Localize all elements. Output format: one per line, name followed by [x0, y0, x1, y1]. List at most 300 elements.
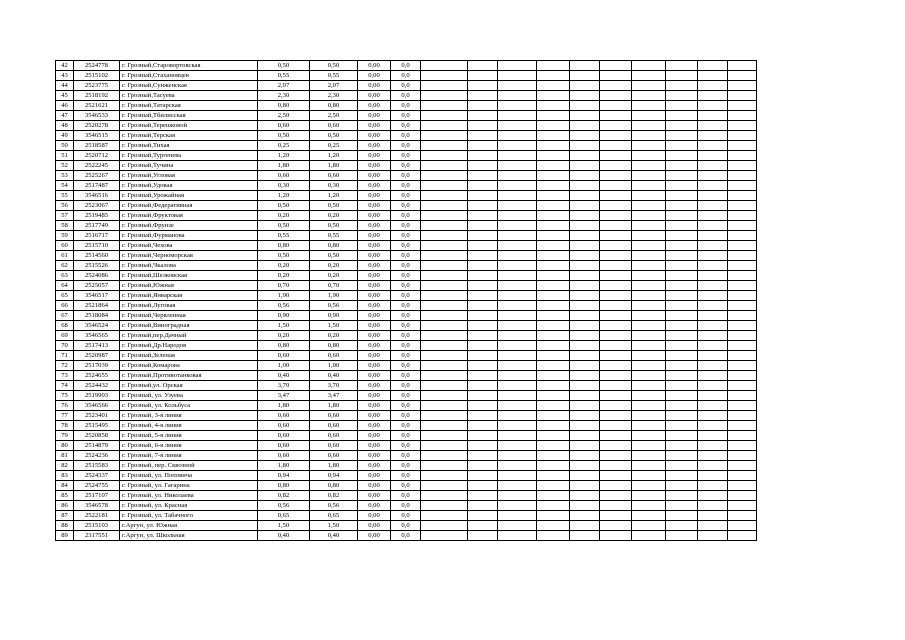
empty-cell	[728, 291, 757, 301]
empty-cell	[600, 371, 632, 381]
table-row	[56, 251, 757, 261]
row-value-2: 0,25	[310, 141, 358, 151]
row-value-4: 0,0	[391, 251, 421, 261]
empty-cell	[666, 291, 698, 301]
row-value-2: 0,40	[310, 531, 358, 541]
empty-cell	[468, 451, 498, 461]
table-row	[56, 151, 757, 161]
empty-cell	[468, 91, 498, 101]
table-row	[56, 291, 757, 301]
empty-cell	[537, 431, 570, 441]
empty-cell	[498, 351, 537, 361]
empty-cell	[421, 381, 468, 391]
empty-cell	[632, 481, 666, 491]
empty-cell	[570, 151, 600, 161]
empty-cell	[728, 321, 757, 331]
empty-cell	[698, 341, 728, 351]
row-value-3: 0,00	[358, 371, 391, 381]
row-code: 2524236	[74, 451, 120, 461]
empty-cell	[537, 311, 570, 321]
row-code: 2523067	[74, 201, 120, 211]
empty-cell	[498, 261, 537, 271]
empty-cell	[570, 351, 600, 361]
row-value-2: 0,80	[310, 481, 358, 491]
empty-cell	[632, 81, 666, 91]
table-row	[56, 531, 757, 541]
row-street: г. Грозный,Тихая	[120, 141, 258, 151]
row-number: 84	[56, 481, 74, 491]
empty-cell	[468, 131, 498, 141]
row-number: 54	[56, 181, 74, 191]
empty-cell	[632, 301, 666, 311]
empty-cell	[570, 291, 600, 301]
row-number: 82	[56, 461, 74, 471]
table-row	[56, 241, 757, 251]
empty-cell	[728, 471, 757, 481]
empty-cell	[632, 241, 666, 251]
empty-cell	[600, 71, 632, 81]
row-code: 2523775	[74, 81, 120, 91]
empty-cell	[666, 361, 698, 371]
empty-cell	[421, 521, 468, 531]
row-value-4: 0,0	[391, 281, 421, 291]
row-code: 2520858	[74, 431, 120, 441]
empty-cell	[728, 411, 757, 421]
row-value-4: 0,0	[391, 521, 421, 531]
row-value-3: 0,00	[358, 461, 391, 471]
empty-cell	[698, 441, 728, 451]
row-value-2: 1,20	[310, 151, 358, 161]
empty-cell	[570, 531, 600, 541]
row-value-3: 0,00	[358, 201, 391, 211]
row-number: 57	[56, 211, 74, 221]
row-value-4: 0,0	[391, 241, 421, 251]
empty-cell	[728, 181, 757, 191]
row-value-2: 0,60	[310, 351, 358, 361]
empty-cell	[498, 111, 537, 121]
row-value-2: 3,47	[310, 391, 358, 401]
empty-cell	[632, 231, 666, 241]
empty-cell	[600, 161, 632, 171]
row-number: 56	[56, 201, 74, 211]
empty-cell	[498, 381, 537, 391]
empty-cell	[537, 501, 570, 511]
empty-cell	[728, 401, 757, 411]
empty-cell	[698, 251, 728, 261]
empty-cell	[468, 491, 498, 501]
row-number: 70	[56, 341, 74, 351]
row-street: г. Грозный, 5-я линия	[120, 431, 258, 441]
row-value-2: 0,30	[310, 181, 358, 191]
row-street: г. Грозный,Противотанковая	[120, 371, 258, 381]
row-number: 48	[56, 121, 74, 131]
empty-cell	[632, 111, 666, 121]
empty-cell	[421, 111, 468, 121]
row-code: 2514560	[74, 251, 120, 261]
table-row	[56, 271, 757, 281]
row-code: 2522245	[74, 161, 120, 171]
row-code: 2515103	[74, 521, 120, 531]
empty-cell	[468, 71, 498, 81]
row-value-3: 0,00	[358, 131, 391, 141]
empty-cell	[421, 461, 468, 471]
row-value-4: 0,0	[391, 341, 421, 351]
empty-cell	[728, 171, 757, 181]
row-value-3: 0,00	[358, 91, 391, 101]
row-value-3: 0,00	[358, 181, 391, 191]
empty-cell	[666, 491, 698, 501]
empty-cell	[666, 261, 698, 271]
empty-cell	[698, 231, 728, 241]
row-value-4: 0,0	[391, 411, 421, 421]
row-code: 2317551	[74, 531, 120, 541]
empty-cell	[537, 91, 570, 101]
row-number: 79	[56, 431, 74, 441]
empty-cell	[498, 271, 537, 281]
row-number: 75	[56, 391, 74, 401]
empty-cell	[421, 391, 468, 401]
row-value-1: 0,80	[258, 481, 310, 491]
row-value-1: 0,50	[258, 221, 310, 231]
row-code: 3546524	[74, 321, 120, 331]
row-value-3: 0,00	[358, 241, 391, 251]
row-street: г. Грозный,Январская	[120, 291, 258, 301]
empty-cell	[666, 211, 698, 221]
row-value-1: 0,20	[258, 331, 310, 341]
empty-cell	[468, 441, 498, 451]
row-code: 2524337	[74, 471, 120, 481]
empty-cell	[421, 421, 468, 431]
table-row	[56, 311, 757, 321]
empty-cell	[698, 381, 728, 391]
row-value-1: 0,20	[258, 271, 310, 281]
row-value-3: 0,00	[358, 271, 391, 281]
empty-cell	[421, 141, 468, 151]
empty-cell	[537, 291, 570, 301]
empty-cell	[728, 431, 757, 441]
empty-cell	[600, 391, 632, 401]
row-value-1: 3,70	[258, 381, 310, 391]
data-table	[55, 60, 757, 541]
empty-cell	[570, 371, 600, 381]
row-street: г. Грозный,Виноградная	[120, 321, 258, 331]
empty-cell	[537, 221, 570, 231]
empty-cell	[600, 311, 632, 321]
table-row	[56, 361, 757, 371]
empty-cell	[632, 421, 666, 431]
row-value-3: 0,00	[358, 251, 391, 261]
empty-cell	[728, 231, 757, 241]
empty-cell	[698, 241, 728, 251]
row-street: г. Грозный,Татарская	[120, 101, 258, 111]
empty-cell	[468, 181, 498, 191]
empty-cell	[632, 441, 666, 451]
empty-cell	[600, 181, 632, 191]
empty-cell	[600, 261, 632, 271]
empty-cell	[698, 411, 728, 421]
empty-cell	[570, 471, 600, 481]
empty-cell	[570, 361, 600, 371]
row-value-3: 0,00	[358, 511, 391, 521]
empty-cell	[498, 181, 537, 191]
empty-cell	[600, 531, 632, 541]
empty-cell	[728, 391, 757, 401]
empty-cell	[728, 61, 757, 71]
row-value-1: 0,60	[258, 121, 310, 131]
empty-cell	[468, 281, 498, 291]
empty-cell	[698, 311, 728, 321]
empty-cell	[421, 81, 468, 91]
empty-cell	[468, 521, 498, 531]
empty-cell	[600, 131, 632, 141]
row-value-4: 0,0	[391, 131, 421, 141]
empty-cell	[570, 111, 600, 121]
empty-cell	[421, 61, 468, 71]
empty-cell	[570, 181, 600, 191]
empty-cell	[468, 161, 498, 171]
empty-cell	[537, 71, 570, 81]
empty-cell	[632, 311, 666, 321]
empty-cell	[698, 421, 728, 431]
row-value-4: 0,0	[391, 231, 421, 241]
empty-cell	[666, 521, 698, 531]
row-value-4: 0,0	[391, 271, 421, 281]
row-value-2: 0,50	[310, 221, 358, 231]
row-code: 3546516	[74, 191, 120, 201]
row-street: г. Грозный, ул. Николаева	[120, 491, 258, 501]
empty-cell	[498, 321, 537, 331]
empty-cell	[421, 501, 468, 511]
empty-cell	[468, 211, 498, 221]
row-street: г. Грозный,Луговая	[120, 301, 258, 311]
empty-cell	[537, 151, 570, 161]
row-value-2: 0,70	[310, 281, 358, 291]
row-code: 2517107	[74, 491, 120, 501]
empty-cell	[537, 461, 570, 471]
empty-cell	[537, 391, 570, 401]
table-row	[56, 221, 757, 231]
empty-cell	[570, 321, 600, 331]
empty-cell	[421, 431, 468, 441]
row-street: г. Грозный,Тучина	[120, 161, 258, 171]
empty-cell	[421, 341, 468, 351]
empty-cell	[468, 271, 498, 281]
empty-cell	[728, 341, 757, 351]
row-code: 2520712	[74, 151, 120, 161]
empty-cell	[570, 331, 600, 341]
row-value-3: 0,00	[358, 261, 391, 271]
empty-cell	[537, 121, 570, 131]
row-code: 3546517	[74, 291, 120, 301]
table-row	[56, 321, 757, 331]
empty-cell	[600, 111, 632, 121]
empty-cell	[600, 201, 632, 211]
row-street: г. Грозный,Фруктовая	[120, 211, 258, 221]
empty-cell	[537, 521, 570, 531]
table-body	[56, 61, 757, 541]
empty-cell	[600, 221, 632, 231]
table-row	[56, 61, 757, 71]
row-value-2: 1,50	[310, 521, 358, 531]
empty-cell	[600, 511, 632, 521]
row-value-3: 0,00	[358, 141, 391, 151]
empty-cell	[570, 261, 600, 271]
row-value-1: 0,65	[258, 511, 310, 521]
empty-cell	[570, 521, 600, 531]
empty-cell	[666, 181, 698, 191]
empty-cell	[728, 81, 757, 91]
row-value-3: 0,00	[358, 361, 391, 371]
empty-cell	[632, 431, 666, 441]
empty-cell	[600, 361, 632, 371]
empty-cell	[468, 321, 498, 331]
empty-cell	[570, 391, 600, 401]
empty-cell	[498, 481, 537, 491]
row-number: 88	[56, 521, 74, 531]
row-number: 83	[56, 471, 74, 481]
row-code: 2517487	[74, 181, 120, 191]
row-value-1: 1,80	[258, 161, 310, 171]
empty-cell	[498, 251, 537, 261]
row-number: 65	[56, 291, 74, 301]
table-row	[56, 131, 757, 141]
empty-cell	[632, 371, 666, 381]
empty-cell	[728, 531, 757, 541]
row-value-3: 0,00	[358, 411, 391, 421]
empty-cell	[537, 251, 570, 261]
empty-cell	[632, 391, 666, 401]
row-value-2: 0,20	[310, 271, 358, 281]
table-row	[56, 401, 757, 411]
empty-cell	[666, 161, 698, 171]
row-number: 86	[56, 501, 74, 511]
empty-cell	[570, 121, 600, 131]
empty-cell	[498, 71, 537, 81]
row-value-1: 0,50	[258, 251, 310, 261]
row-value-1: 0,70	[258, 281, 310, 291]
empty-cell	[600, 231, 632, 241]
empty-cell	[468, 151, 498, 161]
table-row	[56, 471, 757, 481]
empty-cell	[698, 351, 728, 361]
row-value-1: 0,80	[258, 101, 310, 111]
empty-cell	[728, 221, 757, 231]
row-code: 2524655	[74, 371, 120, 381]
row-value-3: 0,00	[358, 391, 391, 401]
row-value-4: 0,0	[391, 461, 421, 471]
row-value-3: 0,00	[358, 221, 391, 231]
row-code: 3546566	[74, 401, 120, 411]
row-value-3: 0,00	[358, 381, 391, 391]
empty-cell	[498, 421, 537, 431]
row-value-4: 0,0	[391, 261, 421, 271]
empty-cell	[666, 131, 698, 141]
empty-cell	[421, 321, 468, 331]
row-number: 52	[56, 161, 74, 171]
empty-cell	[468, 61, 498, 71]
empty-cell	[537, 421, 570, 431]
row-value-2: 2,07	[310, 81, 358, 91]
empty-cell	[498, 201, 537, 211]
empty-cell	[498, 441, 537, 451]
row-value-1: 0,56	[258, 301, 310, 311]
empty-cell	[468, 511, 498, 521]
empty-cell	[728, 441, 757, 451]
empty-cell	[666, 381, 698, 391]
empty-cell	[498, 211, 537, 221]
row-value-4: 0,0	[391, 471, 421, 481]
empty-cell	[468, 531, 498, 541]
empty-cell	[537, 331, 570, 341]
row-value-2: 1,80	[310, 461, 358, 471]
empty-cell	[728, 271, 757, 281]
empty-cell	[600, 461, 632, 471]
row-value-2: 1,80	[310, 401, 358, 411]
row-value-3: 0,00	[358, 471, 391, 481]
row-value-4: 0,0	[391, 211, 421, 221]
row-value-2: 0,55	[310, 71, 358, 81]
empty-cell	[468, 461, 498, 471]
empty-cell	[728, 501, 757, 511]
empty-cell	[632, 501, 666, 511]
empty-cell	[632, 351, 666, 361]
empty-cell	[468, 171, 498, 181]
empty-cell	[537, 361, 570, 371]
empty-cell	[728, 381, 757, 391]
empty-cell	[632, 291, 666, 301]
row-value-1: 0,60	[258, 421, 310, 431]
empty-cell	[666, 251, 698, 261]
row-value-3: 0,00	[358, 61, 391, 71]
row-code: 2514879	[74, 441, 120, 451]
empty-cell	[498, 121, 537, 131]
row-value-1: 0,40	[258, 371, 310, 381]
empty-cell	[666, 101, 698, 111]
empty-cell	[698, 521, 728, 531]
row-street: г. Грозный,Черноморская	[120, 251, 258, 261]
row-value-3: 0,00	[358, 171, 391, 181]
empty-cell	[698, 471, 728, 481]
empty-cell	[468, 261, 498, 271]
row-code: 3546565	[74, 331, 120, 341]
row-value-4: 0,0	[391, 421, 421, 431]
table-row	[56, 81, 757, 91]
empty-cell	[728, 191, 757, 201]
table-row	[56, 461, 757, 471]
empty-cell	[498, 371, 537, 381]
empty-cell	[698, 91, 728, 101]
empty-cell	[632, 321, 666, 331]
empty-cell	[728, 71, 757, 81]
row-street: г. Грозный, 6-я линия	[120, 441, 258, 451]
empty-cell	[468, 431, 498, 441]
empty-cell	[698, 481, 728, 491]
row-value-3: 0,00	[358, 481, 391, 491]
row-number: 69	[56, 331, 74, 341]
empty-cell	[498, 141, 537, 151]
empty-cell	[728, 451, 757, 461]
empty-cell	[728, 311, 757, 321]
table-row	[56, 371, 757, 381]
table-row	[56, 421, 757, 431]
row-value-2: 0,50	[310, 201, 358, 211]
empty-cell	[698, 201, 728, 211]
empty-cell	[498, 161, 537, 171]
empty-cell	[421, 161, 468, 171]
row-number: 50	[56, 141, 74, 151]
row-value-4: 0,0	[391, 171, 421, 181]
empty-cell	[698, 301, 728, 311]
